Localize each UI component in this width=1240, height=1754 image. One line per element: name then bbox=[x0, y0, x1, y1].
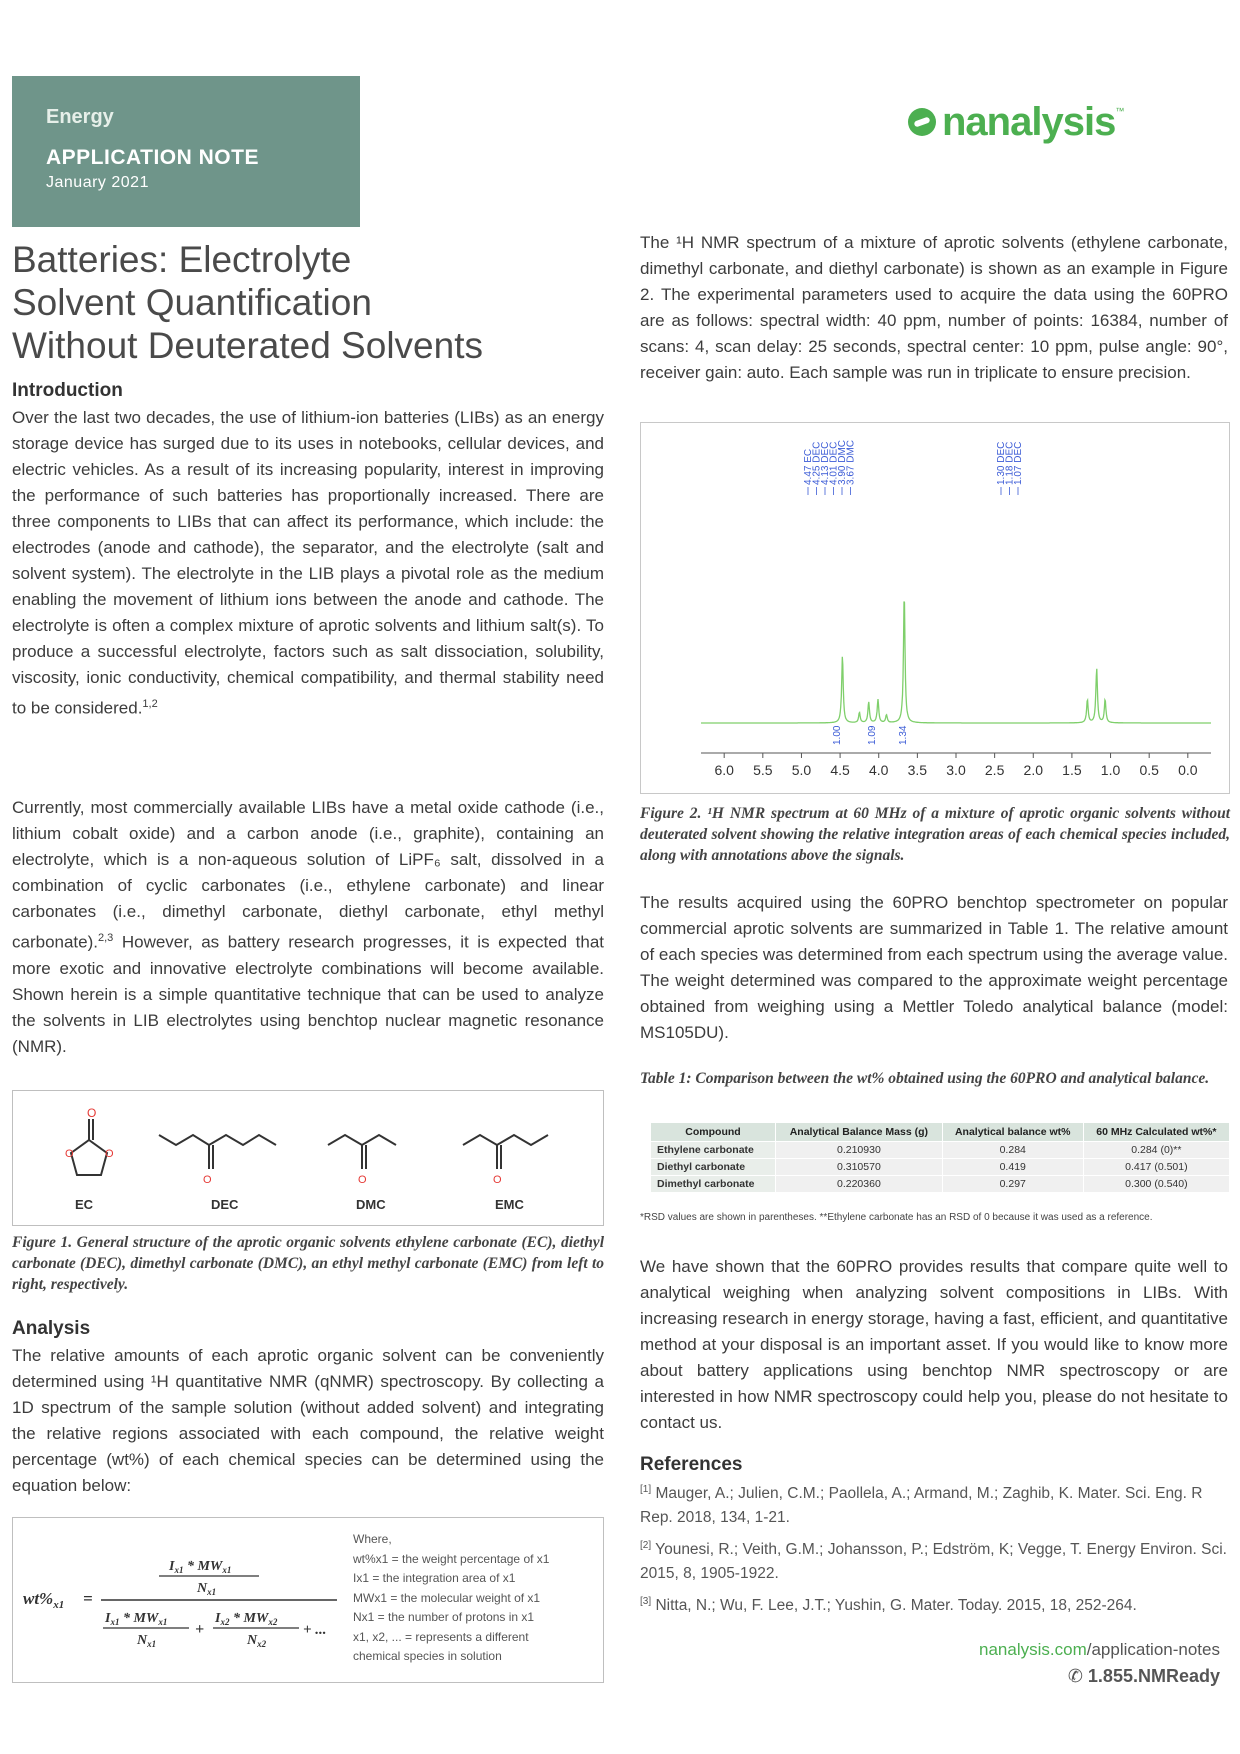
citation: 2,3 bbox=[98, 932, 114, 944]
integral-value: 1.34 bbox=[897, 725, 909, 745]
x-tick-label: 4.5 bbox=[830, 762, 850, 778]
integral-value: 1.09 bbox=[866, 725, 878, 745]
table-1-caption: Table 1: Comparison between the wt% obtained using the 60PRO and analytical balance. bbox=[640, 1070, 1210, 1087]
x-tick-label: 3.0 bbox=[946, 762, 966, 778]
svg-text:Ix1 * MWx1: $I_{x1} * MW_{x1}$ bbox=[169, 1559, 232, 1575]
intro-p2-text: Currently, most commercially available LIBs have a metal oxide cathode (i.e., lithium cobalt oxide) and a carbon anode (i.e., graphite), containing an electrolyte, which is a non-aqueous solution of LiPF₆ salt, dissolved in a combination of cyclic carbonates (i.e., ethylene carbonate) and linear carbonates (i.e., dimethyl carbonate, diethyl carbonate, ethyl methyl carbonate). bbox=[12, 798, 604, 952]
reference-item bbox=[640, 1478, 1230, 1530]
eq-lhs: $wt\%_{x1}$ bbox=[23, 1589, 65, 1611]
table-row bbox=[651, 1142, 1230, 1159]
title-line: Batteries: Electrolyte bbox=[12, 239, 352, 280]
x-tick-label: 3.5 bbox=[907, 762, 928, 778]
svg-text:=: = bbox=[83, 1589, 93, 1608]
figure-1-caption: Figure 1. General structure of the aprotic organic solvents ethylene carbonate (EC), diethyl carbonate (DEC), dimethyl carbonate (DMC), an ethyl methyl carbonate (EMC) from left to right, respectively. bbox=[12, 1234, 604, 1293]
category-label: Energy bbox=[46, 106, 114, 128]
footer-url-link[interactable] bbox=[880, 1640, 1220, 1660]
logo-wordmark: nanalysis bbox=[942, 99, 1116, 144]
svg-text:Ix2 * MWx2: $I_{x2} * MW_{x2}$ bbox=[215, 1611, 278, 1627]
table-cell: Dimethyl carbonate bbox=[651, 1176, 776, 1193]
date-label: January 2021 bbox=[46, 174, 149, 191]
logo-trademark: ™ bbox=[1115, 106, 1125, 116]
integral-labels bbox=[832, 725, 909, 745]
legend-title: Where, bbox=[353, 1532, 392, 1546]
title-line: Without Deuterated Solvents bbox=[12, 325, 483, 366]
table-cell: Diethyl carbonate bbox=[651, 1159, 776, 1176]
x-tick-label: 5.0 bbox=[791, 762, 812, 778]
intro-p2-rest: However, as battery research progresses, it is expected that more exotic and innovative electrolyte combinations will become available. Shown herein is a simple quantitative technique that can be used to analyze the solvents in LIB electrolytes using benchtop nuclear magnetic resonance (NMR). bbox=[12, 932, 604, 1056]
comparison-table bbox=[650, 1122, 1230, 1193]
references-list bbox=[640, 1478, 1230, 1622]
svg-text:Nx1: $N_{x1}$ bbox=[197, 1581, 217, 1597]
page-title bbox=[12, 238, 612, 367]
table-row bbox=[651, 1176, 1230, 1193]
peak-annotation: 1.18 DEC bbox=[1004, 441, 1016, 485]
title-line: Solvent Quantification bbox=[12, 282, 372, 323]
table-cell: 0.300 (0.540) bbox=[1083, 1176, 1229, 1193]
table-cell: 0.284 bbox=[942, 1142, 1083, 1159]
legend-line: x1, x2, ... = represents a different bbox=[353, 1629, 529, 1644]
svg-text:O: O bbox=[105, 1148, 114, 1160]
spectrum-description-paragraph: The ¹H NMR spectrum of a mixture of aprotic solvents (ethylene carbonate, dimethyl carbonate, and diethyl carbonate) is shown as an example in Figure 2. The experimental parameters used to acquire the data using the 60PRO are as follows: spectral width: 40 ppm, number of points: 16384, number of scans: 4, scan delay: 25 seconds, spectral center: 10 ppm, pulse angle: 90°, receiver gain: auto. Each sample was run in triplicate to ensure precision. bbox=[640, 233, 1228, 382]
x-tick-label: 1.5 bbox=[1062, 762, 1082, 778]
phone-icon: ✆ bbox=[1067, 1666, 1083, 1686]
svg-text:O: O bbox=[358, 1174, 367, 1186]
svg-text:Nx1: $N_{x1}$ bbox=[137, 1633, 157, 1649]
dmc-label: DMC bbox=[356, 1197, 386, 1212]
svg-text:O: O bbox=[493, 1174, 502, 1186]
nmr-spectrum-chart bbox=[641, 423, 1229, 793]
x-tick-label: 4.0 bbox=[868, 762, 889, 778]
svg-text:O: O bbox=[203, 1174, 212, 1186]
column-header: Compound bbox=[651, 1123, 776, 1142]
nanalysis-logo bbox=[908, 100, 1124, 144]
dmc-structure bbox=[318, 1105, 418, 1195]
peak-annotation: 4.25 DEC bbox=[811, 441, 823, 485]
legend-line: Nx1 = the number of protons in x1 bbox=[353, 1610, 535, 1624]
figure-1-structures bbox=[12, 1090, 604, 1226]
wt-percent-equation bbox=[19, 1538, 349, 1668]
column-header: Analytical balance wt% bbox=[942, 1123, 1083, 1142]
legend-line: chemical species in solution bbox=[353, 1649, 502, 1663]
intro-p1-text: Over the last two decades, the use of lithium-ion batteries (LIBs) as an energy storage device has surged due to its uses in notebooks, cellular devices, and electric vehicles. As a result of its increasing popularity, interest in improving the performance of such batteries has proportionally increased. There are three components to LIBs that can affect its performance, which include: the electrodes (anode and cathode), the separator, and the electrolyte (salt and solvent system). The electrolyte in the LIB plays a pivotal role as the medium enabling the movement of lithium ions between the anode and cathode. The electrolyte is often a complex mixture of aprotic solvents and lithium salt(s). To produce a successful electrolyte, factors such as salt dissociation, solubility, viscosity, ionic conductivity, chemical compatibility, and thermal stability need to be considered. bbox=[12, 408, 604, 718]
x-tick-label: 1.0 bbox=[1100, 762, 1121, 778]
svg-text:O: O bbox=[65, 1148, 74, 1160]
x-tick-label: 0.5 bbox=[1139, 762, 1159, 778]
x-tick-label: 2.0 bbox=[1023, 762, 1044, 778]
note-type-label: APPLICATION NOTE bbox=[46, 146, 259, 169]
logo-mark-icon bbox=[908, 108, 936, 136]
emc-structure bbox=[453, 1105, 573, 1195]
column-header: Analytical Balance Mass (g) bbox=[776, 1123, 943, 1142]
table-header-row bbox=[651, 1123, 1230, 1142]
svg-text:Ix1 * MWx1: $I_{x1} * MW_{x1}$ bbox=[105, 1611, 168, 1627]
figure-2-caption: Figure 2. ¹H NMR spectrum at 60 MHz of a mixture of aprotic organic solvents without deuterated solvent showing the relative integration areas of each chemical species included, along with annotations above the signals. bbox=[640, 805, 1230, 864]
table-cell: 0.310570 bbox=[776, 1159, 943, 1176]
reference-item bbox=[640, 1590, 1230, 1618]
dec-label: DEC bbox=[211, 1197, 239, 1212]
table-cell: 0.210930 bbox=[776, 1142, 943, 1159]
reference-number: [2] bbox=[640, 1540, 652, 1552]
x-tick-label: 0.0 bbox=[1178, 762, 1198, 778]
analysis-paragraph: The relative amounts of each aprotic organic solvent can be conveniently determined using ¹H quantitative NMR (qNMR) spectroscopy. By collecting a 1D spectrum of the sample solution (without added solvent) and integrating the relative regions associated with each compound, the relative weight percentage (wt%) of each chemical species can be determined using the equation below: bbox=[12, 1346, 604, 1495]
peak-annotation: 1.30 DEC bbox=[996, 441, 1007, 485]
peak-annotations-right bbox=[996, 442, 1024, 495]
header-band bbox=[12, 76, 360, 227]
equation-box bbox=[12, 1517, 604, 1683]
table-cell: Ethylene carbonate bbox=[651, 1142, 776, 1159]
peak-annotation: 4.01 DEC bbox=[828, 441, 840, 485]
column-header: 60 MHz Calculated wt%* bbox=[1083, 1123, 1229, 1142]
legend-line: MWx1 = the molecular weight of x1 bbox=[353, 1590, 541, 1605]
phone-number: 1.855.NMReady bbox=[1087, 1666, 1220, 1686]
table-row bbox=[651, 1159, 1230, 1176]
x-axis-ticks bbox=[714, 753, 1197, 778]
ec-structure bbox=[49, 1105, 129, 1195]
peak-annotation: 4.13 DEC bbox=[820, 441, 831, 485]
peak-annotation: 1.07 DEC bbox=[1013, 441, 1024, 485]
reference-number: [3] bbox=[640, 1596, 652, 1608]
peak-annotation: 4.47 EC bbox=[803, 448, 814, 485]
results-paragraph: The results acquired using the 60PRO benchtop spectrometer on popular commercial aprotic solvents are summarized in Table 1. The relative amount of each species was determined from each spectrum using the average value. The weight determined was compared to the approximate weight percentage obtained from weighing using a Mettler Toledo analytical balance (model: MS105DU). bbox=[640, 893, 1228, 1042]
table-cell: 0.297 bbox=[942, 1176, 1083, 1193]
spectrum-line bbox=[701, 602, 1211, 724]
table-cell: 0.419 bbox=[942, 1159, 1083, 1176]
introduction-paragraph-2 bbox=[12, 795, 604, 1060]
x-tick-label: 6.0 bbox=[714, 762, 734, 778]
svg-text:Nx2: $N_{x2}$ bbox=[247, 1633, 267, 1649]
url-domain: nanalysis.com bbox=[979, 1640, 1087, 1659]
ec-label: EC bbox=[75, 1197, 94, 1212]
citation: 1,2 bbox=[142, 698, 158, 710]
reference-item bbox=[640, 1534, 1230, 1586]
legend-line: Ix1 = the integration area of x1 bbox=[353, 1571, 516, 1585]
reference-text: Mauger, A.; Julien, C.M.; Paollela, A.; Armand, M.; Zaghib, K. Mater. Sci. Eng. R Rep. 2018, 134, 1-21. bbox=[640, 1485, 1203, 1527]
reference-text: Younesi, R.; Veith, G.M.; Johansson, P.; Edström, K; Vegge, T. Energy Environ. Sci. 2015, 8, 1905-1922. bbox=[640, 1541, 1227, 1583]
introduction-heading: Introduction bbox=[12, 380, 123, 401]
reference-text: Nitta, N.; Wu, F. Lee, J.T.; Yushin, G. Mater. Today. 2015, 18, 252-264. bbox=[655, 1597, 1137, 1615]
dec-structure bbox=[151, 1105, 291, 1195]
analysis-heading: Analysis bbox=[12, 1318, 91, 1339]
legend-line: wt%x1 = the weight percentage of x1 bbox=[353, 1551, 550, 1566]
svg-text:O: O bbox=[87, 1106, 97, 1120]
reference-number: [1] bbox=[640, 1484, 652, 1495]
conclusion-paragraph: We have shown that the 60PRO provides results that compare quite well to analytical weighing when analyzing solvent compositions in LIBs. With increasing research in energy storage, having a fast, efficient, and quantitative method at your disposal is an important asset. If you would like to know more about battery applications using benchtop NMR spectroscopy or are interested in how NMR spectroscopy could help you, please do not hesitate to contact us. bbox=[640, 1257, 1228, 1432]
introduction-paragraph-1 bbox=[12, 405, 604, 722]
table-footnote: *RSD values are shown in parentheses. **Ethylene carbonate has an RSD of 0 because it was used as a reference. bbox=[640, 1212, 1153, 1223]
integral-value: 1.00 bbox=[832, 725, 844, 745]
figure-2-spectrum bbox=[640, 422, 1230, 794]
x-tick-label: 5.5 bbox=[753, 762, 773, 778]
emc-label: EMC bbox=[495, 1197, 524, 1212]
url-path: /application-notes bbox=[1086, 1640, 1220, 1659]
svg-text:+: + bbox=[195, 1621, 205, 1638]
svg-text:+ ...: + ... bbox=[303, 1622, 327, 1638]
peak-annotation: 3.67 DMC bbox=[845, 439, 857, 485]
equation-legend bbox=[353, 1530, 593, 1667]
peak-annotations-left bbox=[803, 440, 857, 495]
x-tick-label: 2.5 bbox=[984, 762, 1005, 778]
peak-annotation: 3.90 DMC bbox=[837, 439, 848, 485]
table-cell: 0.284 (0)** bbox=[1083, 1142, 1229, 1159]
table-cell: 0.417 (0.501) bbox=[1083, 1159, 1229, 1176]
references-heading: References bbox=[640, 1454, 743, 1475]
footer-phone[interactable] bbox=[880, 1666, 1220, 1687]
table-cell: 0.220360 bbox=[776, 1176, 943, 1193]
